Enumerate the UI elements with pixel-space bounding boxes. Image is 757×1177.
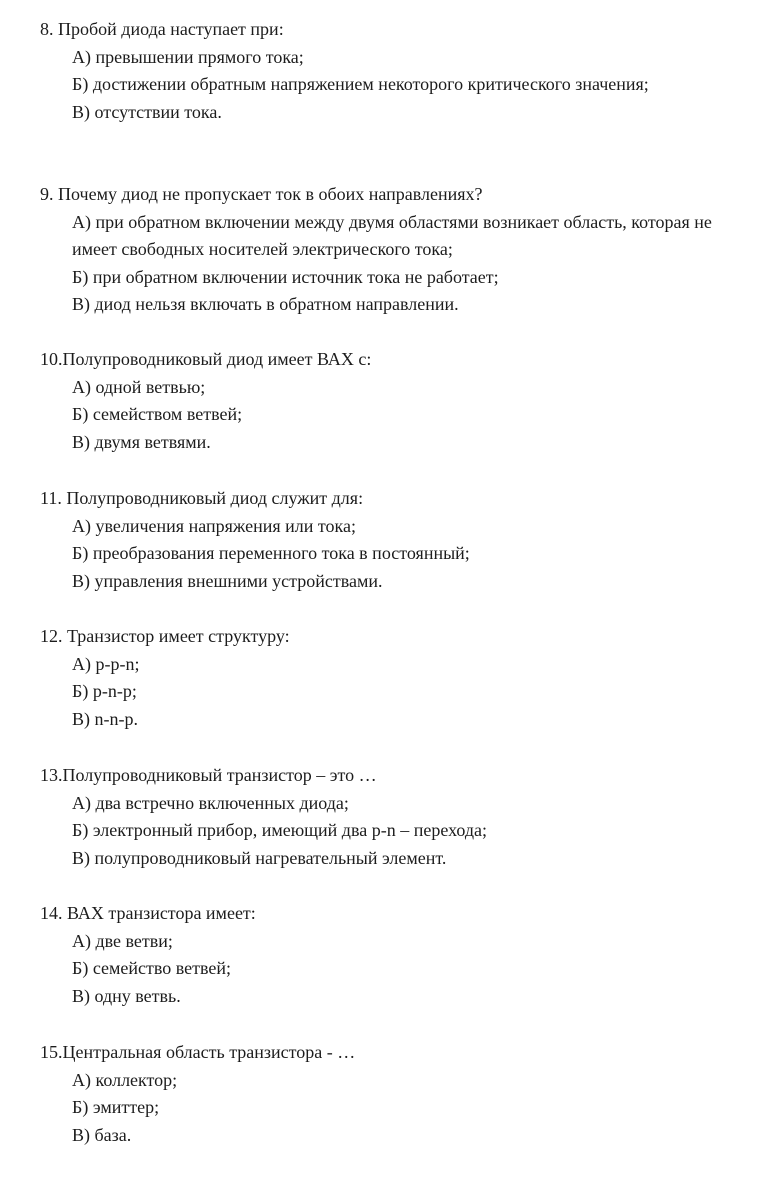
question-title: 8. Пробой диода наступает при: <box>40 19 284 39</box>
question-15 <box>0 1039 757 1149</box>
answer-option-c: В) диод нельзя включать в обратном направлении. <box>72 294 459 315</box>
answer-option-c: В) отсутствии тока. <box>72 101 222 122</box>
answer-option-a: А) две ветви; <box>72 930 173 951</box>
question-title: 10.Полупроводниковый диод имеет ВАХ с: <box>40 349 372 369</box>
answer-option-c: В) управления внешними устройствами. <box>72 570 383 591</box>
answer-option-b: Б) p-n-p; <box>72 681 137 702</box>
answer-option-b: Б) достижении обратным напряжением некоторого критического значения; <box>72 74 649 95</box>
answer-option-a: А) коллектор; <box>72 1069 178 1090</box>
answer-option-c: В) база. <box>72 1124 132 1145</box>
question-title: 15.Центральная область транзистора - … <box>40 1042 356 1062</box>
question-10 <box>0 346 757 456</box>
question-14 <box>0 900 757 1010</box>
answer-option-a: А) увеличения напряжения или тока; <box>72 515 356 536</box>
question-12 <box>0 623 757 733</box>
answer-option-c: В) полупроводниковый нагревательный элемент. <box>72 847 447 868</box>
question-title: 12. Транзистор имеет структуру: <box>40 626 290 646</box>
answer-option-a: А) превышении прямого тока; <box>72 46 304 67</box>
answer-option-c: В) n-n-p. <box>72 708 138 729</box>
question-9 <box>0 181 757 319</box>
answer-option-b: Б) семейством ветвей; <box>72 404 243 425</box>
answer-option-a: А) p-p-n; <box>72 653 140 674</box>
answer-option-b: Б) при обратном включении источник тока не работает; <box>72 266 499 287</box>
question-11 <box>0 485 757 595</box>
answer-option-a: А) два встречно включенных диода; <box>72 792 349 813</box>
answer-option-a: А) одной ветвью; <box>72 376 206 397</box>
answer-option-c: В) одну ветвь. <box>72 985 181 1006</box>
answer-option-a: А) при обратном включении между двумя областями возникает область, которая не имеет свободных носителей электрического тока; <box>72 211 712 260</box>
answer-option-b: Б) электронный прибор, имеющий два p-n – перехода; <box>72 820 488 841</box>
answer-option-b: Б) эмиттер; <box>72 1097 160 1118</box>
question-8 <box>0 16 757 126</box>
question-title: 9. Почему диод не пропускает ток в обоих направлениях? <box>40 184 483 204</box>
answer-option-c: В) двумя ветвями. <box>72 431 211 452</box>
question-title: 14. ВАХ транзистора имеет: <box>40 903 256 923</box>
answer-option-b: Б) семейство ветвей; <box>72 958 232 979</box>
question-13 <box>0 762 757 872</box>
question-title: 13.Полупроводниковый транзистор – это … <box>40 765 377 785</box>
answer-option-b: Б) преобразования переменного тока в постоянный; <box>72 543 470 564</box>
question-title: 11. Полупроводниковый диод служит для: <box>40 488 364 508</box>
